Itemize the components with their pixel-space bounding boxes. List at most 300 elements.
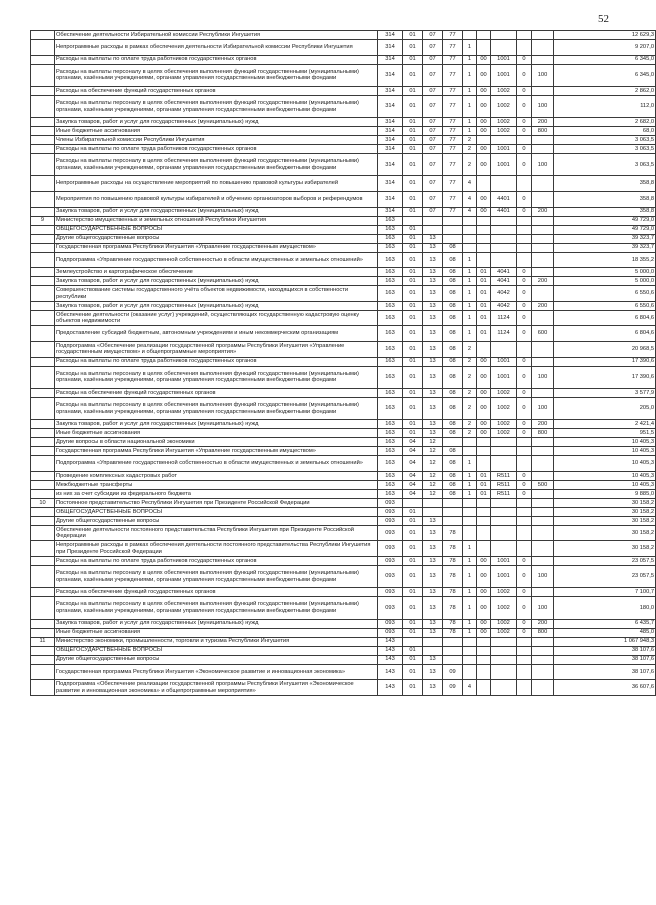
ministry-code: 314 <box>378 64 403 86</box>
section-code: 01 <box>403 310 423 326</box>
expense-suffix-code: 0 <box>517 55 532 64</box>
table-row <box>31 127 656 136</box>
program-code: 77 <box>443 64 463 86</box>
row-sum: 68,0 <box>554 127 656 136</box>
expense-type-code: 100 <box>532 64 554 86</box>
expense-code: 4401 <box>491 207 517 216</box>
row-number <box>31 655 55 664</box>
row-sum: 6 804,6 <box>554 326 656 342</box>
direction-code <box>477 637 491 646</box>
expense-suffix-code: 0 <box>517 127 532 136</box>
row-number <box>31 420 55 429</box>
subsection-code: 07 <box>423 64 443 86</box>
row-name: Межбюджетные трансферты <box>55 480 378 489</box>
expense-type-code <box>532 40 554 56</box>
subsection-code: 13 <box>423 525 443 541</box>
direction-code <box>477 516 491 525</box>
program-code: 78 <box>443 619 463 628</box>
program-code <box>443 498 463 507</box>
table-row <box>31 40 656 56</box>
direction-code <box>477 456 491 472</box>
table-row <box>31 357 656 366</box>
row-sum: 2 682,0 <box>554 118 656 127</box>
expense-suffix-code: 0 <box>517 145 532 154</box>
subprogram-code: 2 <box>463 136 477 145</box>
table-row <box>31 541 656 557</box>
program-code <box>443 655 463 664</box>
expense-type-code <box>532 216 554 225</box>
subprogram-code <box>463 664 477 680</box>
row-sum: 30 158,2 <box>554 507 656 516</box>
direction-code <box>477 664 491 680</box>
table-row <box>31 397 656 419</box>
section-code: 01 <box>403 252 423 268</box>
table-row <box>31 516 656 525</box>
program-code: 08 <box>443 480 463 489</box>
table-row <box>31 525 656 541</box>
ministry-code: 163 <box>378 301 403 310</box>
program-code: 77 <box>443 154 463 176</box>
table-row <box>31 588 656 597</box>
direction-code <box>477 234 491 243</box>
direction-code: 00 <box>477 127 491 136</box>
row-sum: 180,0 <box>554 597 656 619</box>
row-sum: 6 345,0 <box>554 55 656 64</box>
expense-suffix-code: 0 <box>517 429 532 438</box>
expense-type-code <box>532 588 554 597</box>
subprogram-code: 1 <box>463 597 477 619</box>
subsection-code: 07 <box>423 145 443 154</box>
subprogram-code: 1 <box>463 286 477 302</box>
row-name: Подпрограмма «Обеспечение реализации государственной программы Республики Ингушетия «Экономическое развитие и инновационная экономика» и общепрограммные мероприятия» <box>55 680 378 696</box>
row-name: Закупка товаров, работ и услуг для государственных (муниципальных) нужд <box>55 277 378 286</box>
direction-code: 01 <box>477 489 491 498</box>
expense-type-code <box>532 557 554 566</box>
expense-type-code <box>532 31 554 40</box>
section-code: 01 <box>403 234 423 243</box>
ministry-code: 163 <box>378 456 403 472</box>
row-number <box>31 286 55 302</box>
subprogram-code <box>463 525 477 541</box>
program-code: 77 <box>443 127 463 136</box>
ministry-code: 163 <box>378 277 403 286</box>
subprogram-code: 2 <box>463 342 477 358</box>
row-name: Совершенствование системы государственного учёта объектов недвижимости, находящихся в собственности республики <box>55 286 378 302</box>
expense-type-code: 200 <box>532 420 554 429</box>
row-name: Расходы на выплаты персоналу в целях обеспечения выполнения функций государственными (муниципальными) органами, казёнными учреждениями, органами управления государственными внебюджетными фондами <box>55 95 378 117</box>
expense-code <box>491 252 517 268</box>
subprogram-code <box>463 447 477 456</box>
table-row <box>31 366 656 388</box>
expense-suffix-code <box>517 225 532 234</box>
subsection-code: 13 <box>423 252 443 268</box>
expense-code: 4041 <box>491 268 517 277</box>
subprogram-code: 1 <box>463 557 477 566</box>
subsection-code: 13 <box>423 286 443 302</box>
direction-code: 00 <box>477 557 491 566</box>
expense-suffix-code: 0 <box>517 64 532 86</box>
section-code: 01 <box>403 31 423 40</box>
section-code: 04 <box>403 489 423 498</box>
direction-code <box>477 498 491 507</box>
ministry-code: 163 <box>378 388 403 397</box>
section-code: 01 <box>403 86 423 95</box>
row-number <box>31 225 55 234</box>
expense-suffix-code <box>517 342 532 358</box>
expense-code: 1002 <box>491 127 517 136</box>
row-sum: 23 057,5 <box>554 557 656 566</box>
row-number <box>31 357 55 366</box>
subprogram-code: 2 <box>463 145 477 154</box>
direction-code: 01 <box>477 326 491 342</box>
program-code: 77 <box>443 86 463 95</box>
row-sum: 39 323,7 <box>554 243 656 252</box>
expense-type-code: 100 <box>532 154 554 176</box>
row-number <box>31 192 55 208</box>
row-name: Закупка товаров, работ и услуг для государственных (муниципальных) нужд <box>55 207 378 216</box>
direction-code <box>477 680 491 696</box>
row-sum: 112,0 <box>554 95 656 117</box>
subprogram-code: 2 <box>463 357 477 366</box>
direction-code: 00 <box>477 588 491 597</box>
direction-code: 01 <box>477 480 491 489</box>
row-name: Расходы на обеспечение функций государственных органов <box>55 388 378 397</box>
subsection-code: 13 <box>423 655 443 664</box>
expense-code: 1124 <box>491 310 517 326</box>
subprogram-code: 1 <box>463 541 477 557</box>
expense-code: 1001 <box>491 64 517 86</box>
section-code: 01 <box>403 420 423 429</box>
section-code: 01 <box>403 680 423 696</box>
program-code: 78 <box>443 566 463 588</box>
direction-code: 01 <box>477 471 491 480</box>
row-number <box>31 388 55 397</box>
table-row <box>31 456 656 472</box>
row-name: Иные бюджетные ассигнования <box>55 429 378 438</box>
ministry-code: 143 <box>378 664 403 680</box>
section-code: 04 <box>403 471 423 480</box>
expense-code <box>491 664 517 680</box>
program-code: 08 <box>443 471 463 480</box>
subprogram-code: 1 <box>463 55 477 64</box>
program-code: 08 <box>443 357 463 366</box>
expense-suffix-code: 0 <box>517 588 532 597</box>
subprogram-code: 1 <box>463 471 477 480</box>
ministry-code: 314 <box>378 207 403 216</box>
table-row <box>31 680 656 696</box>
row-number <box>31 310 55 326</box>
expense-type-code <box>532 268 554 277</box>
subprogram-code: 1 <box>463 268 477 277</box>
subsection-code: 12 <box>423 480 443 489</box>
program-code: 09 <box>443 680 463 696</box>
budget-table <box>30 30 656 696</box>
subsection-code <box>423 507 443 516</box>
row-number <box>31 680 55 696</box>
subsection-code: 13 <box>423 566 443 588</box>
row-sum: 30 158,2 <box>554 498 656 507</box>
table-row <box>31 216 656 225</box>
direction-code <box>477 541 491 557</box>
row-name: Государственная программа Республики Ингушетия «Управление государственным имуществом» <box>55 447 378 456</box>
program-code: 78 <box>443 597 463 619</box>
section-code: 01 <box>403 176 423 192</box>
row-name: Закупка товаров, работ и услуг для государственных (муниципальных) нужд <box>55 420 378 429</box>
expense-type-code <box>532 507 554 516</box>
row-number <box>31 480 55 489</box>
ministry-code: 163 <box>378 342 403 358</box>
table-row <box>31 176 656 192</box>
program-code <box>443 225 463 234</box>
section-code: 04 <box>403 447 423 456</box>
direction-code: 00 <box>477 118 491 127</box>
expense-type-code <box>532 447 554 456</box>
subsection-code: 07 <box>423 154 443 176</box>
subsection-code <box>423 498 443 507</box>
row-name: Подпрограмма «Управление государственной собственностью в области имущественных и земельных отношений» <box>55 456 378 472</box>
subsection-code: 13 <box>423 277 443 286</box>
subsection-code: 07 <box>423 127 443 136</box>
section-code: 01 <box>403 646 423 655</box>
expense-suffix-code: 0 <box>517 268 532 277</box>
ministry-code: 314 <box>378 127 403 136</box>
table-row <box>31 192 656 208</box>
row-name: ОБЩЕГОСУДАРСТВЕННЫЕ ВОПРОСЫ <box>55 507 378 516</box>
budget-table-body <box>31 31 656 696</box>
ministry-code: 314 <box>378 154 403 176</box>
row-sum: 6 550,6 <box>554 286 656 302</box>
row-name: Государственная программа Республики Ингушетия «Управление государственным имуществом» <box>55 243 378 252</box>
ministry-code: 163 <box>378 286 403 302</box>
row-name: Иные бюджетные ассигнования <box>55 628 378 637</box>
subsection-code <box>423 216 443 225</box>
ministry-code: 163 <box>378 252 403 268</box>
expense-code: 1002 <box>491 420 517 429</box>
expense-code <box>491 176 517 192</box>
direction-code <box>477 447 491 456</box>
section-code: 01 <box>403 145 423 154</box>
expense-type-code: 800 <box>532 429 554 438</box>
table-row <box>31 342 656 358</box>
row-name: Закупка товаров, работ и услуг для государственных (муниципальных) нужд <box>55 301 378 310</box>
expense-code: 1002 <box>491 397 517 419</box>
expense-type-code: 100 <box>532 597 554 619</box>
program-code: 08 <box>443 326 463 342</box>
row-sum: 30 158,2 <box>554 541 656 557</box>
subsection-code: 13 <box>423 597 443 619</box>
program-code: 09 <box>443 664 463 680</box>
ministry-code: 163 <box>378 438 403 447</box>
ministry-code: 093 <box>378 619 403 628</box>
expense-suffix-code: 0 <box>517 619 532 628</box>
program-code: 77 <box>443 40 463 56</box>
ministry-code: 093 <box>378 541 403 557</box>
ministry-code: 093 <box>378 628 403 637</box>
section-code <box>403 498 423 507</box>
expense-code <box>491 637 517 646</box>
row-sum: 30 158,2 <box>554 525 656 541</box>
expense-type-code <box>532 664 554 680</box>
direction-code: 00 <box>477 429 491 438</box>
subsection-code: 13 <box>423 366 443 388</box>
subprogram-code: 1 <box>463 118 477 127</box>
row-sum: 23 057,5 <box>554 566 656 588</box>
expense-suffix-code <box>517 40 532 56</box>
subsection-code: 12 <box>423 447 443 456</box>
expense-code <box>491 541 517 557</box>
row-sum: 485,0 <box>554 628 656 637</box>
expense-type-code <box>532 310 554 326</box>
subsection-code <box>423 637 443 646</box>
expense-suffix-code: 0 <box>517 310 532 326</box>
row-sum: 6 435,7 <box>554 619 656 628</box>
program-code: 77 <box>443 55 463 64</box>
expense-type-code <box>532 145 554 154</box>
row-name: Непрограммные расходы в рамках обеспечения деятельности постоянного представительства Республики Ингушетия при Президенте Российской Федерации <box>55 541 378 557</box>
table-row <box>31 310 656 326</box>
expense-type-code <box>532 55 554 64</box>
row-name: Расходы на выплаты персоналу в целях обеспечения выполнения функций государственными (муниципальными) органами, казёнными учреждениями, органами управления государственными внебюджетными фондами <box>55 397 378 419</box>
row-number <box>31 489 55 498</box>
row-sum: 6 550,6 <box>554 301 656 310</box>
table-row <box>31 301 656 310</box>
section-code <box>403 216 423 225</box>
row-name: ОБЩЕГОСУДАРСТВЕННЫЕ ВОПРОСЫ <box>55 225 378 234</box>
row-sum: 1 067 948,3 <box>554 637 656 646</box>
subprogram-code: 1 <box>463 456 477 472</box>
expense-type-code <box>532 192 554 208</box>
row-name: ОБЩЕГОСУДАРСТВЕННЫЕ ВОПРОСЫ <box>55 646 378 655</box>
direction-code: 00 <box>477 366 491 388</box>
row-sum: 3 063,5 <box>554 145 656 154</box>
expense-type-code <box>532 225 554 234</box>
row-sum: 6 345,0 <box>554 64 656 86</box>
ministry-code: 314 <box>378 118 403 127</box>
expense-suffix-code <box>517 243 532 252</box>
row-number: 10 <box>31 498 55 507</box>
table-row <box>31 498 656 507</box>
expense-type-code: 200 <box>532 118 554 127</box>
expense-code <box>491 655 517 664</box>
expense-code <box>491 456 517 472</box>
direction-code: 00 <box>477 192 491 208</box>
row-sum: 358,8 <box>554 192 656 208</box>
row-number: 11 <box>31 637 55 646</box>
table-row <box>31 154 656 176</box>
ministry-code: 163 <box>378 471 403 480</box>
table-row <box>31 507 656 516</box>
section-code: 01 <box>403 619 423 628</box>
table-row <box>31 655 656 664</box>
table-row <box>31 286 656 302</box>
ministry-code: 314 <box>378 31 403 40</box>
row-number <box>31 136 55 145</box>
expense-type-code <box>532 243 554 252</box>
table-row <box>31 277 656 286</box>
program-code <box>443 234 463 243</box>
expense-code: 1001 <box>491 366 517 388</box>
expense-type-code: 200 <box>532 301 554 310</box>
table-row <box>31 86 656 95</box>
expense-suffix-code <box>517 234 532 243</box>
ministry-code: 163 <box>378 447 403 456</box>
section-code: 01 <box>403 655 423 664</box>
row-number <box>31 397 55 419</box>
direction-code: 01 <box>477 301 491 310</box>
expense-code <box>491 525 517 541</box>
expense-suffix-code: 0 <box>517 277 532 286</box>
row-name: Расходы на обеспечение функций государственных органов <box>55 86 378 95</box>
subsection-code: 07 <box>423 40 443 56</box>
expense-type-code <box>532 541 554 557</box>
subsection-code: 13 <box>423 342 443 358</box>
expense-code: 1002 <box>491 619 517 628</box>
row-name: Расходы на обеспечение функций государственных органов <box>55 588 378 597</box>
ministry-code: 163 <box>378 268 403 277</box>
row-sum: 17 390,6 <box>554 366 656 388</box>
row-name: Другие вопросы в области национальной экономики <box>55 438 378 447</box>
program-code: 08 <box>443 456 463 472</box>
program-code <box>443 637 463 646</box>
expense-type-code: 100 <box>532 397 554 419</box>
table-row <box>31 447 656 456</box>
program-code: 77 <box>443 176 463 192</box>
section-code: 01 <box>403 397 423 419</box>
ministry-code: 314 <box>378 55 403 64</box>
ministry-code: 093 <box>378 588 403 597</box>
expense-type-code: 600 <box>532 326 554 342</box>
program-code <box>443 507 463 516</box>
row-sum: 358,8 <box>554 207 656 216</box>
subprogram-code <box>463 516 477 525</box>
direction-code: 01 <box>477 268 491 277</box>
ministry-code: 163 <box>378 480 403 489</box>
table-row <box>31 55 656 64</box>
row-name: Расходы на выплаты по оплате труда работников государственных органов <box>55 55 378 64</box>
table-row <box>31 207 656 216</box>
expense-code: 1002 <box>491 628 517 637</box>
row-number <box>31 566 55 588</box>
table-row <box>31 597 656 619</box>
expense-code <box>491 31 517 40</box>
row-number <box>31 145 55 154</box>
table-row <box>31 252 656 268</box>
subsection-code: 07 <box>423 31 443 40</box>
program-code: 77 <box>443 145 463 154</box>
row-number <box>31 127 55 136</box>
row-name: Расходы на выплаты по оплате труда работников государственных органов <box>55 557 378 566</box>
subsection-code: 13 <box>423 268 443 277</box>
table-row <box>31 268 656 277</box>
expense-suffix-code: 0 <box>517 154 532 176</box>
direction-code <box>477 252 491 268</box>
expense-code: 1002 <box>491 597 517 619</box>
expense-type-code <box>532 525 554 541</box>
row-number <box>31 268 55 277</box>
row-name: Расходы на выплаты персоналу в целях обеспечения выполнения функций государственными (муниципальными) органами, казёнными учреждениями, органами управления государственными внебюджетными фондами <box>55 597 378 619</box>
expense-code: R511 <box>491 471 517 480</box>
subsection-code: 07 <box>423 136 443 145</box>
direction-code <box>477 507 491 516</box>
program-code: 78 <box>443 541 463 557</box>
subprogram-code: 1 <box>463 619 477 628</box>
row-sum: 951,5 <box>554 429 656 438</box>
row-number <box>31 326 55 342</box>
program-code: 77 <box>443 118 463 127</box>
row-name: Обеспечение деятельности Избирательной комиссии Республики Ингушетия <box>55 31 378 40</box>
expense-code: R511 <box>491 480 517 489</box>
expense-suffix-code <box>517 646 532 655</box>
